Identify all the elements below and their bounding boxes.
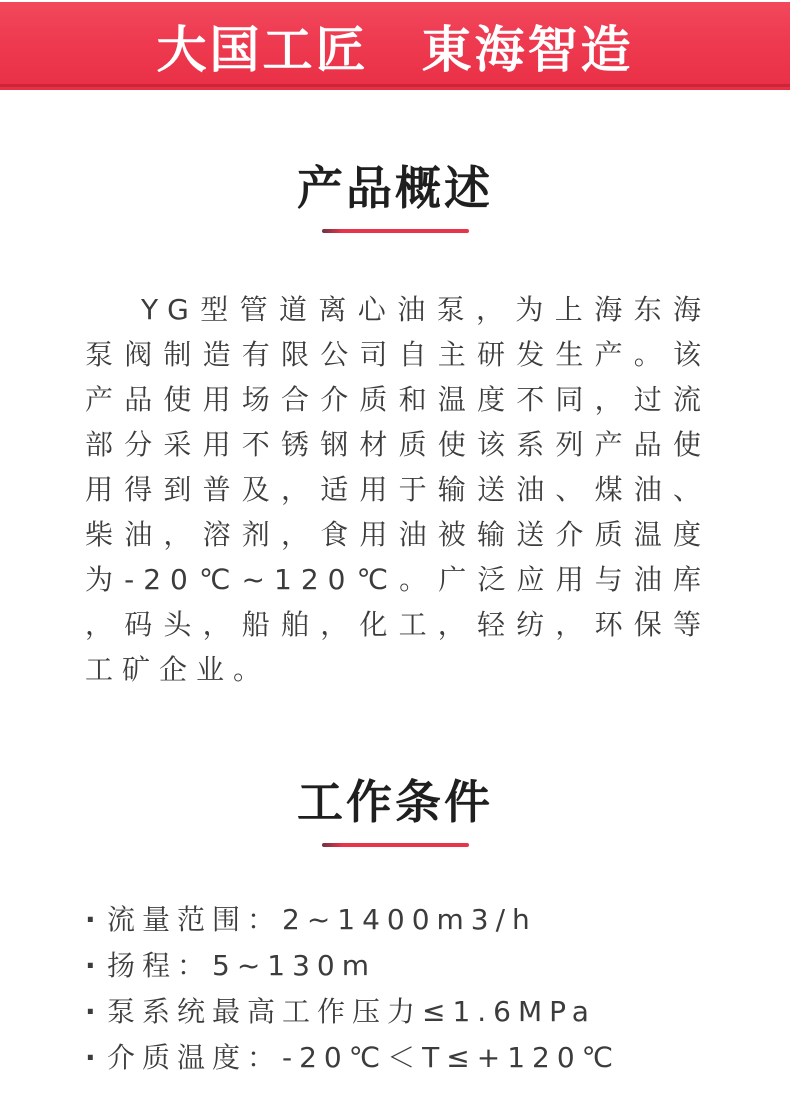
working-conditions-title-underline xyxy=(322,843,469,847)
brand-banner-title: 大国工匠 東海智造 xyxy=(156,21,634,79)
list-item xyxy=(85,1035,730,1081)
overview-section-header xyxy=(0,162,790,233)
bullet-dot: · xyxy=(85,1040,103,1074)
list-item-text: 扬程：5~130m xyxy=(107,948,376,982)
overview-paragraph: YG型管道离心油泵，为上海东海泵阀制造有限公司自主研发生产。该产品使用场合介质和温度不同，过流部分采用不锈钢材质使该系列产品使用得到普及，适用于输送油、煤油、柴油，溶剂，食用油被输送介质温度为-20℃~120℃。广泛应用与油库，码头，船舶，化工，轻纺，环保等工矿企业。 xyxy=(85,292,710,686)
working-conditions-section-header xyxy=(0,776,790,847)
overview-section-title: 产品概述 xyxy=(297,161,493,215)
working-conditions-section-title: 工作条件 xyxy=(297,774,493,829)
list-item xyxy=(85,989,730,1035)
brand-banner xyxy=(0,2,790,90)
working-conditions-list xyxy=(85,897,730,1081)
bullet-dot: · xyxy=(85,948,103,982)
overview-title-underline xyxy=(322,229,469,233)
list-item-text: 介质温度：-20℃＜T≤+120℃ xyxy=(107,1040,621,1074)
list-item xyxy=(85,943,730,989)
bullet-dot: · xyxy=(85,994,103,1028)
list-item xyxy=(85,897,730,943)
bullet-dot: · xyxy=(85,902,103,936)
list-item-text: 泵系统最高工作压力≤1.6MPa xyxy=(107,994,596,1028)
list-item-text: 流量范围：2~1400m3/h xyxy=(107,902,537,936)
